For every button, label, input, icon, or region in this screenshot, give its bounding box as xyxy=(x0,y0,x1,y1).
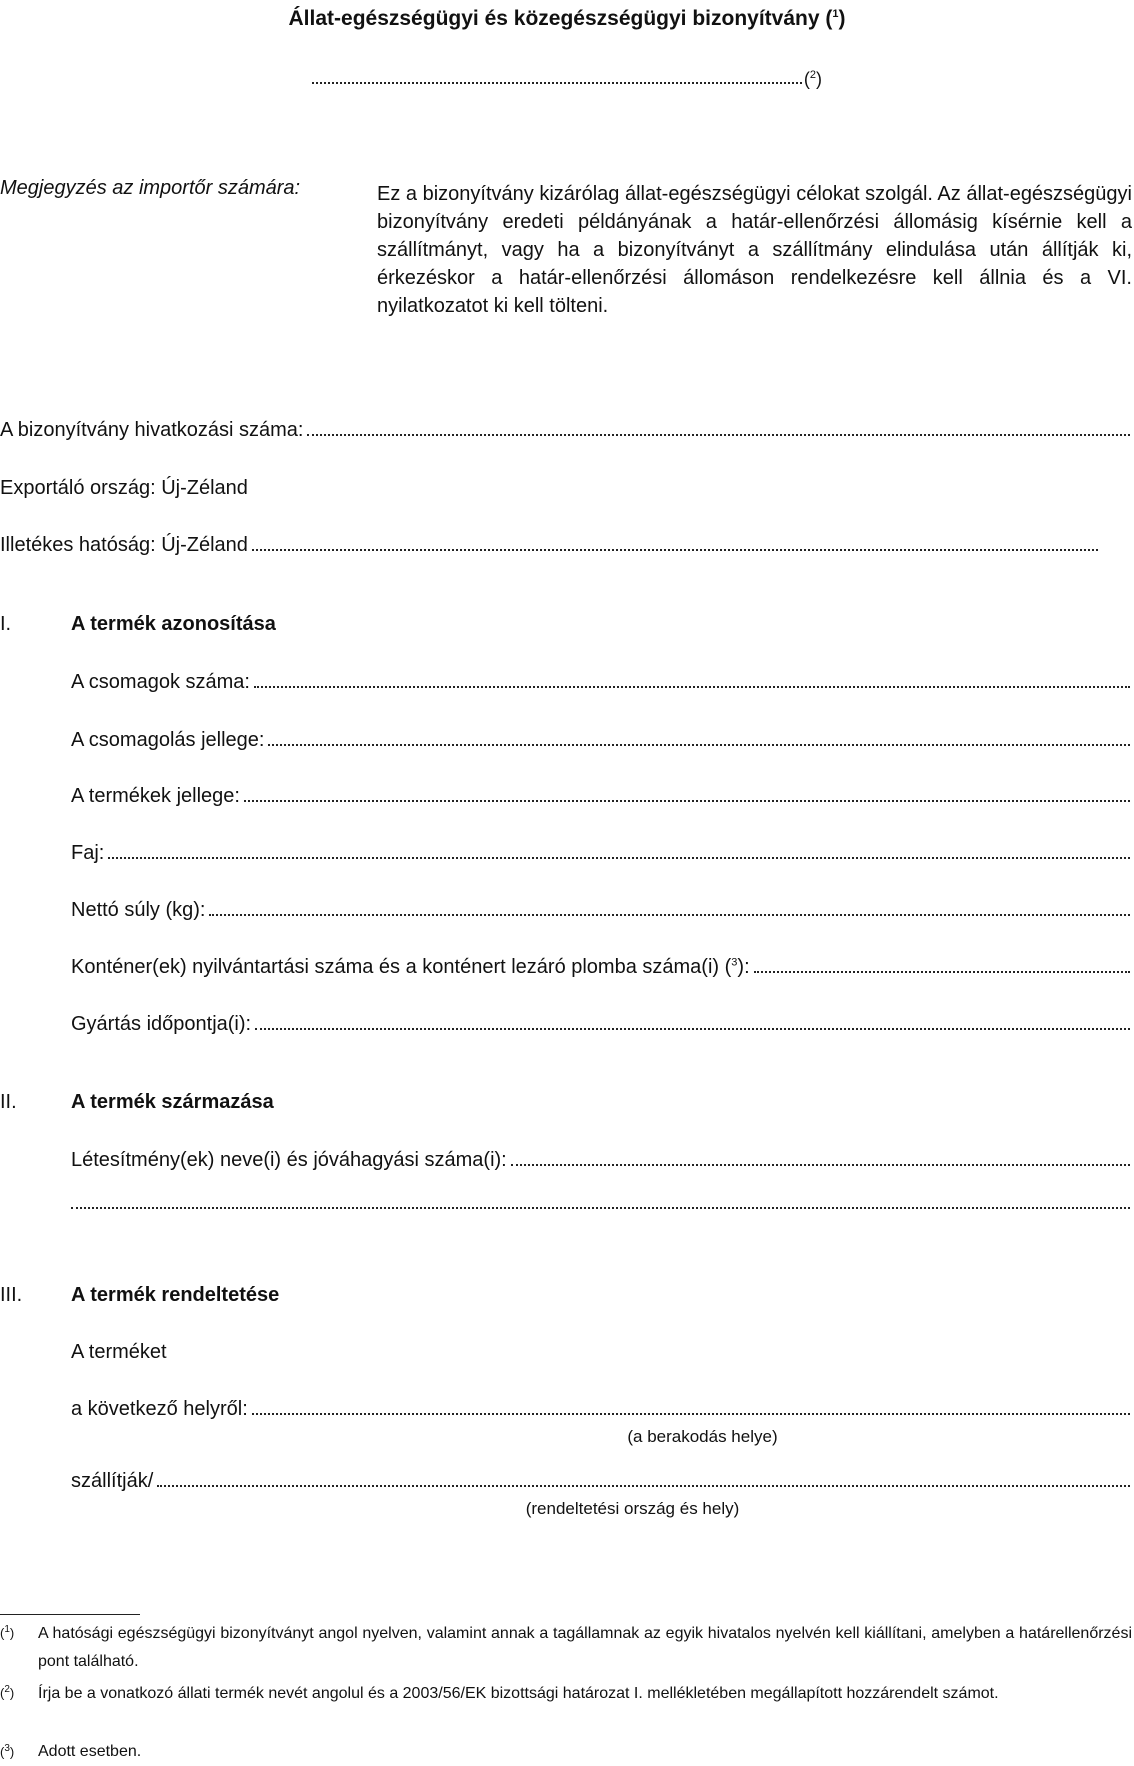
container-number-field[interactable] xyxy=(71,957,1132,977)
net-weight-label: Nettó súly (kg): xyxy=(71,899,206,921)
production-date-field[interactable] xyxy=(71,1014,1132,1034)
container-footnote-ref: ($^3$): xyxy=(719,956,750,978)
container-number-dots xyxy=(754,971,1130,973)
packaging-type-label: A csomagolás jellege: xyxy=(71,729,265,751)
establishment-extra-line[interactable] xyxy=(71,1207,1132,1213)
loading-place-caption: (a berakodás helye) xyxy=(627,1427,778,1446)
footnote-1-text: A hatósági egészségügyi bizonyítványt angol nyelven, valamint annak a tagállamnak az egyik hivatalos nyelvén kell kiállítani, amelyben a határellenőrzési pont található. xyxy=(38,1625,1132,1670)
footnote-2-text: Írja be a vonatkozó állati termék nevét angolul és a 2003/56/EK bizottsági határozat I. mellékletében megállapított hozzárendelt számot. xyxy=(38,1685,999,1702)
destination-label: szállítják/ xyxy=(71,1470,154,1492)
loading-place-label: a következő helyről: xyxy=(71,1398,248,1420)
title-footnote-ref: ($^1$) xyxy=(825,7,846,30)
footnote-3-text: Adott esetben. xyxy=(38,1743,142,1760)
destination-field[interactable] xyxy=(71,1471,1132,1491)
net-weight-field[interactable] xyxy=(71,900,1132,920)
reference-number-dots xyxy=(307,434,1130,436)
destination-dots xyxy=(157,1485,1130,1487)
establishment-extra-dots xyxy=(71,1207,1130,1209)
species-label: Faj: xyxy=(71,842,105,864)
product-name-dots xyxy=(312,82,802,84)
reference-number-field[interactable] xyxy=(0,420,1132,440)
section-3-number: III. xyxy=(0,1284,23,1306)
footnote-2-mark: ($^2$) xyxy=(0,1684,15,1701)
packaging-type-field[interactable] xyxy=(71,730,1132,750)
establishment-label: Létesítmény(ek) neve(i) és jóváhagyási száma(i): xyxy=(71,1149,507,1171)
species-dots xyxy=(108,857,1130,859)
product-line: A terméket xyxy=(71,1341,167,1363)
net-weight-dots xyxy=(209,914,1130,916)
footnote-3-mark: ($^3$) xyxy=(0,1743,15,1760)
packages-count-field[interactable] xyxy=(71,672,1132,692)
title-text: Állat-egészségügyi és közegészségügyi bizonyítvány xyxy=(288,7,820,30)
exporting-country: Exportáló ország: Új-Zéland xyxy=(0,477,248,499)
section-1-number: I. xyxy=(0,613,12,635)
production-date-dots xyxy=(255,1028,1130,1030)
importer-note-label: Megjegyzés az importőr számára: xyxy=(0,177,301,199)
footnote-1-mark: ($^1$) xyxy=(0,1624,15,1641)
establishment-dots xyxy=(511,1164,1130,1166)
loading-place-field[interactable] xyxy=(71,1399,1132,1419)
product-name-field[interactable] xyxy=(312,70,822,88)
page-title xyxy=(0,8,1134,29)
establishment-field[interactable] xyxy=(71,1150,1132,1170)
section-2-number: II. xyxy=(0,1091,17,1113)
product-nature-field[interactable] xyxy=(71,786,1132,806)
competent-authority-dots xyxy=(252,549,1098,551)
loading-place-dots xyxy=(252,1413,1130,1415)
competent-authority-label: Illetékes hatóság: Új-Zéland xyxy=(0,534,248,556)
packages-count-dots xyxy=(254,686,1130,688)
section-1-title: A termék azonosítása xyxy=(71,613,276,635)
species-field[interactable] xyxy=(71,843,1132,863)
footnote-divider xyxy=(0,1614,140,1615)
product-nature-label: A termékek jellege: xyxy=(71,785,240,807)
production-date-label: Gyártás időpontja(i): xyxy=(71,1013,252,1035)
product-nature-dots xyxy=(244,800,1130,802)
competent-authority-field[interactable] xyxy=(0,535,1100,555)
section-3-title: A termék rendeltetése xyxy=(71,1284,280,1306)
reference-number-label: A bizonyítvány hivatkozási száma: xyxy=(0,419,304,441)
container-number-label: Konténer(ek) nyilvántartási száma és a konténert lezáró plomba száma(i) xyxy=(71,956,720,978)
destination-caption: (rendeltetési ország és hely) xyxy=(525,1499,740,1518)
packaging-type-dots xyxy=(268,744,1130,746)
packages-count-label: A csomagok száma: xyxy=(71,671,250,693)
subtitle-footnote-ref: ($^2$) xyxy=(803,69,822,89)
importer-note-text: Ez a bizonyítvány kizárólag állat-egészségügyi célokat szolgál. Az állat-egészségügyi bizonyítvány eredeti példányának a határ-ellenőrzési állomásig kísérnie kell a szállítmányt, vagy ha a bizonyítványt a szállítmány elindulása után állítják ki, érkezéskor a határ-ellenőrzési állomáson rendelkezésre kell állnia és a VI. nyilatkozatot ki kell tölteni. xyxy=(377,183,1132,317)
section-2-title: A termék származása xyxy=(71,1091,274,1113)
